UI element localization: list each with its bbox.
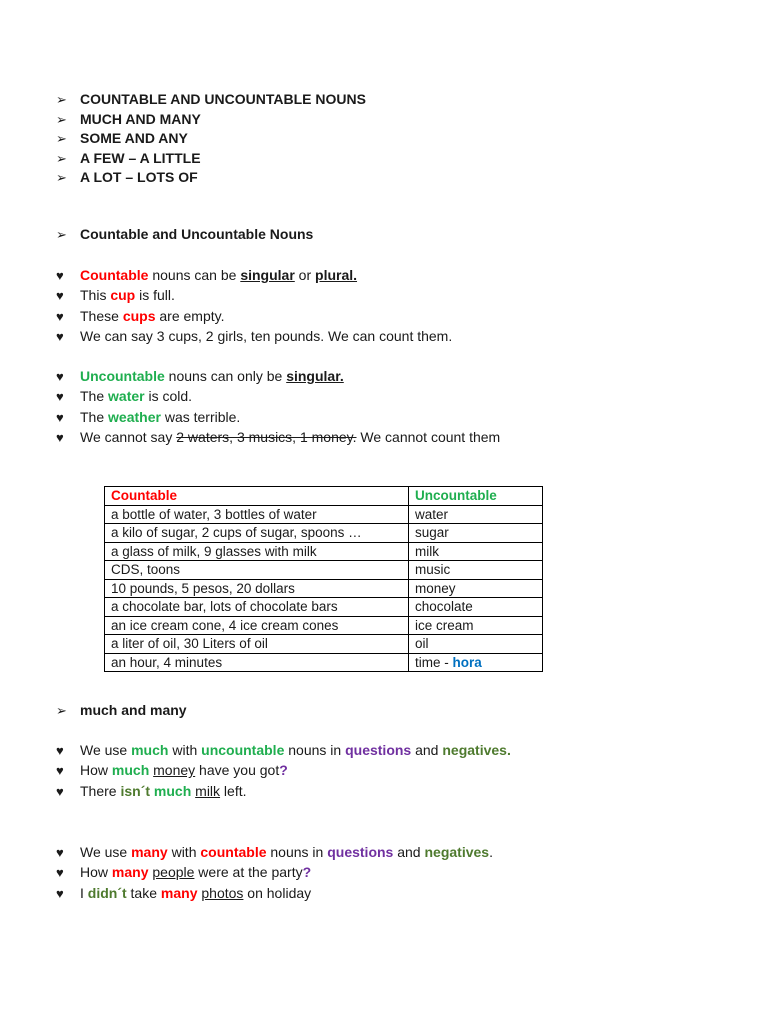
countable-rules (56, 265, 452, 346)
heart-bullet-icon: ♥ (56, 865, 64, 881)
table-row: an ice cream cone, 4 ice cream cones ice cream (105, 616, 543, 635)
heart-bullet-icon: ♥ (56, 783, 64, 799)
heart-bullet-icon: ♥ (56, 288, 64, 304)
list-item: ♥ We use much with uncountable nouns in questions and negatives. (56, 740, 511, 760)
heart-bullet-icon: ♥ (56, 369, 64, 384)
arrow-bullet-icon: ➢ (56, 703, 67, 718)
topic-list (56, 90, 366, 188)
list-item: ♥ How many people were at the party? (56, 862, 493, 882)
topic-item: ➢ COUNTABLE AND UNCOUNTABLE NOUNS (56, 90, 366, 110)
list-item: ♥ We can say 3 cups, 2 girls, ten pounds. We can count them. (56, 326, 452, 346)
heart-bullet-icon: ♥ (56, 763, 64, 779)
topic-item: ➢ SOME AND ANY (56, 129, 366, 149)
heart-bullet-icon: ♥ (56, 743, 64, 758)
list-item: ♥ The weather was terrible. (56, 407, 500, 427)
arrow-bullet-icon: ➢ (56, 170, 67, 185)
heart-bullet-icon: ♥ (56, 845, 64, 860)
heart-bullet-icon: ♥ (56, 389, 64, 405)
heart-bullet-icon: ♥ (56, 268, 64, 283)
uncountable-rules (56, 366, 500, 447)
list-item: ♥ There isn´t much milk left. (56, 781, 511, 801)
column-header-countable: Countable (105, 487, 409, 506)
list-item: ♥ We cannot say 2 waters, 3 musics, 1 money. We cannot count them (56, 427, 500, 447)
topic-item: ➢ MUCH AND MANY (56, 110, 366, 130)
list-item: ♥ Uncountable nouns can only be singular. (56, 366, 500, 386)
table-row: a kilo of sugar, 2 cups of sugar, spoons … sugar (105, 524, 543, 543)
heart-bullet-icon: ♥ (56, 429, 64, 445)
heart-bullet-icon: ♥ (56, 409, 64, 425)
table-row: 10 pounds, 5 pesos, 20 dollars money (105, 579, 543, 598)
arrow-bullet-icon: ➢ (56, 131, 67, 146)
arrow-bullet-icon: ➢ (56, 111, 67, 127)
many-rules (56, 842, 493, 903)
column-header-uncountable: Uncountable (409, 487, 543, 506)
table-row: a bottle of water, 3 bottles of water water (105, 505, 543, 524)
list-item: ♥ The water is cold. (56, 386, 500, 406)
topic-item: ➢ A LOT – LOTS OF (56, 168, 366, 188)
arrow-bullet-icon: ➢ (56, 227, 67, 242)
arrow-bullet-icon: ➢ (56, 92, 67, 107)
topic-item: ➢ A FEW – A LITTLE (56, 149, 366, 169)
list-item: ♥ This cup is full. (56, 285, 452, 305)
list-item: ♥ I didn´t take many photos on holiday (56, 883, 493, 903)
arrow-bullet-icon: ➢ (56, 150, 67, 166)
section-heading-countable: ➢ Countable and Uncountable Nouns (56, 225, 313, 245)
table-row: an hour, 4 minutes time - hora (105, 653, 543, 672)
table-header-row (105, 487, 543, 506)
countable-uncountable-table (104, 486, 543, 672)
list-item: ♥ Countable nouns can be singular or plural. (56, 265, 452, 285)
table-row: a glass of milk, 9 glasses with milk milk (105, 542, 543, 561)
much-rules (56, 740, 511, 801)
heart-bullet-icon: ♥ (56, 308, 64, 324)
table-row: a chocolate bar, lots of chocolate bars chocolate (105, 598, 543, 617)
table-row: CDS, toons music (105, 561, 543, 580)
list-item: ♥ These cups are empty. (56, 306, 452, 326)
heart-bullet-icon: ♥ (56, 328, 64, 344)
section-heading-much-many: ➢ much and many (56, 701, 187, 721)
list-item: ♥ We use many with countable nouns in questions and negatives. (56, 842, 493, 862)
table-row: a liter of oil, 30 Liters of oil oil (105, 635, 543, 654)
list-item: ♥ How much money have you got? (56, 760, 511, 780)
heart-bullet-icon: ♥ (56, 885, 64, 901)
